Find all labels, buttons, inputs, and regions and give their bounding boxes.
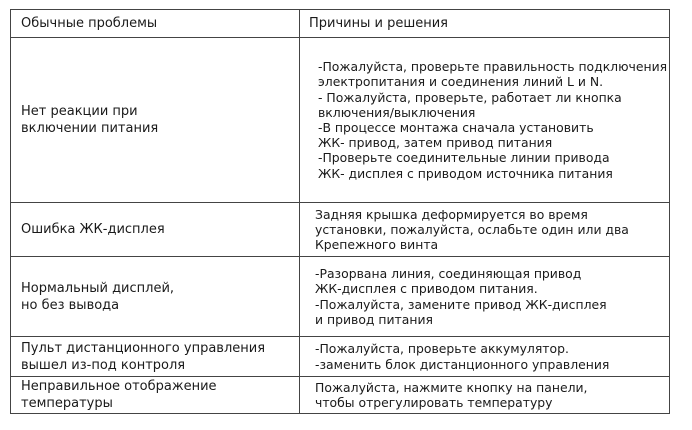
solution-cell — [300, 203, 669, 256]
header-cell-solutions — [300, 10, 669, 37]
solution-line: и привод питания — [315, 311, 433, 327]
solution-line: -Разорвана линия, соединяющая привод — [315, 266, 582, 282]
header-label-problems: Обычные проблемы — [21, 16, 158, 31]
solution-cell — [300, 377, 669, 413]
solution-line: чтобы отрегулировать температуру — [315, 395, 553, 410]
solution-line: -Пожалуйста, проверьте аккумулятор. — [315, 341, 569, 357]
troubleshooting-table — [10, 9, 670, 414]
problem-cell — [11, 377, 299, 413]
header-cell-problems — [11, 10, 299, 37]
solution-cell — [300, 38, 669, 202]
solution-line: -Проверьте соединительные линии привода — [318, 150, 610, 166]
solution-line: -В процессе монтажа сначала установить — [318, 120, 594, 135]
problem-text: Нет реакции при включении питания — [21, 104, 159, 136]
solution-line: ЖК-дисплея с приводом питания. — [315, 281, 538, 297]
solution-line: установки, пожалуйста, ослабьте один или два — [315, 221, 629, 237]
solution-line: - Пожалуйста, проверьте, работает ли кнопка — [318, 89, 622, 105]
table-row — [11, 202, 669, 256]
solution-line: Крепежного винта — [315, 237, 439, 253]
problem-cell — [11, 203, 299, 256]
solution-line: -Пожалуйста, проверьте правильность подключения — [318, 59, 668, 75]
solution-line: ЖК- дисплея с приводом источника питания — [318, 165, 613, 181]
solution-line: Пожалуйста, нажмите кнопку на панели, — [315, 379, 588, 395]
solution-line: ЖК- привод, затем привод питания — [318, 135, 553, 151]
problem-text: Пульт дистанционного управления вышел из-под контроля — [21, 340, 266, 373]
problem-cell — [11, 38, 299, 202]
table-row — [11, 336, 669, 376]
table-row — [11, 376, 669, 413]
table-row — [11, 256, 669, 336]
solution-line: Задняя крышка деформируется во время — [315, 206, 588, 222]
solution-cell — [300, 257, 669, 336]
solution-line: электропитания и соединения линий L и N. — [318, 74, 604, 90]
problem-text: Ошибка ЖК-дисплея — [21, 222, 165, 237]
table-header-row — [11, 10, 669, 37]
problem-text: Неправильное отображение температуры — [21, 379, 217, 411]
table-row — [11, 37, 669, 202]
problem-text: Нормальный дисплей, но без вывода — [21, 280, 175, 313]
problem-cell — [11, 257, 299, 336]
solution-cell — [300, 337, 669, 376]
problem-cell — [11, 337, 299, 376]
solution-line: включения/выключения — [318, 104, 476, 120]
solution-line: -заменить блок дистанционного управления — [315, 356, 610, 372]
solution-line: -Пожалуйста, замените привод ЖК-дисплея — [315, 296, 607, 312]
header-label-solutions: Причины и решения — [309, 16, 448, 31]
